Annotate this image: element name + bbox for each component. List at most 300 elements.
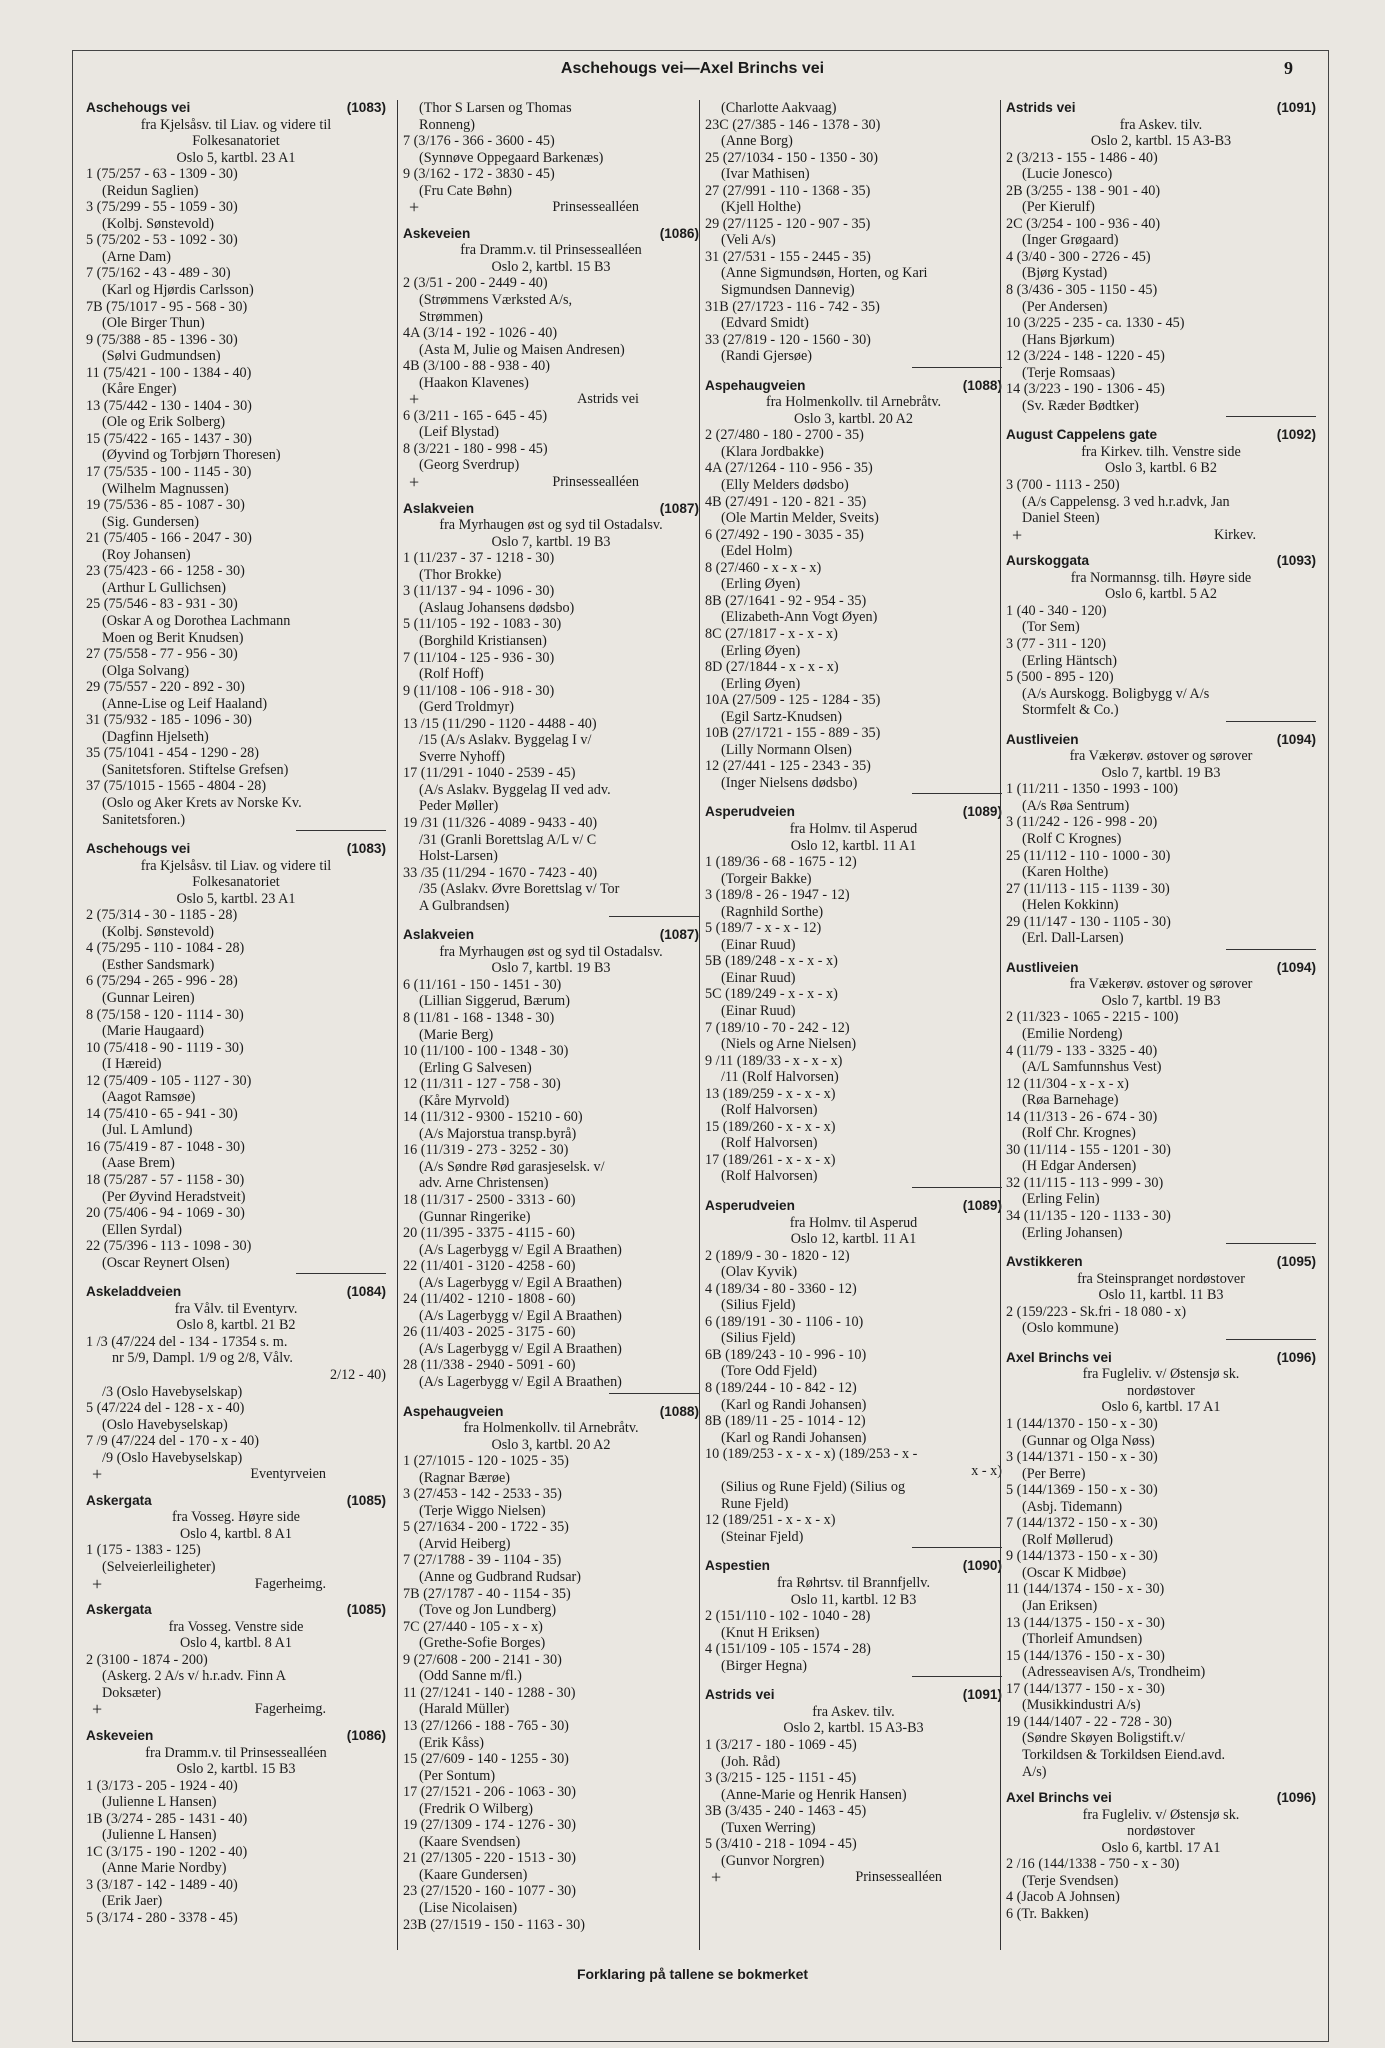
owner-line: (H Edgar Andersen) [1022, 1158, 1137, 1175]
owner-line: (Erik Jaer) [102, 1893, 163, 1910]
owner-line: (Gunnar Ringerike) [419, 1208, 531, 1225]
entry-end-rule [1226, 949, 1316, 950]
owner-line: (Kolbj. Sønstevold) [102, 923, 214, 940]
owner-line: Sigmundsen Dannevig) [721, 282, 855, 299]
owner-line: Sverre Nyhoff) [419, 748, 506, 765]
owner-line: (Bjørg Kystad) [1022, 265, 1108, 282]
crossing-icon: + [92, 1573, 103, 1594]
property-line: 4A (3/14 - 192 - 1026 - 40) [403, 325, 558, 342]
owner-line: Ronneng) [419, 116, 475, 133]
property-line: 3 (77 - 311 - 120) [1006, 635, 1106, 652]
property-line: 12 (11/311 - 127 - 758 - 30) [403, 1076, 561, 1093]
street-description: Oslo 3, kartbl. 6 B2 [1105, 460, 1217, 477]
street-description: Oslo 4, kartbl. 8 A1 [180, 1525, 292, 1542]
owner-line: A/s) [1022, 1763, 1047, 1780]
owner-line: (Silius og Rune Fjeld) (Silius og [721, 1479, 906, 1496]
owner-line: (Karl og Hjørdis Carlsson) [102, 282, 254, 299]
property-line: 8B (27/1641 - 92 - 954 - 35) [705, 592, 867, 609]
property-line: 13 (189/259 - x - x - x) [705, 1085, 836, 1102]
owner-line: (Karl og Randi Johansen) [721, 1429, 867, 1446]
owner-line: (Asta M, Julie og Maisen Andresen) [419, 341, 625, 358]
street-heading [403, 1404, 699, 1421]
owner-line: (Emilie Nordeng) [1022, 1025, 1123, 1042]
property-line: 30 (11/114 - 155 - 1201 - 30) [1006, 1141, 1171, 1158]
street-heading [403, 927, 699, 944]
property-line: 1 (175 - 1383 - 125) [86, 1542, 201, 1559]
property-line: 5C (189/249 - x - x - x) [705, 986, 838, 1003]
street-entry [705, 1687, 1002, 1886]
owner-line: (Erling G Salvesen) [419, 1059, 532, 1076]
owner-line: (Per Andersen) [1022, 298, 1108, 315]
street-entry [86, 1602, 386, 1718]
owner-line: (Helen Kokkinn) [1022, 897, 1119, 914]
property-line: 23C (27/385 - 146 - 1378 - 30) [705, 116, 881, 133]
property-line: 31B (27/1723 - 116 - 742 - 35) [705, 298, 880, 315]
street-description: fra Fugleliv. v/ Østensjø sk. [1082, 1806, 1240, 1823]
owner-line: (Gunnar Leiren) [102, 989, 195, 1006]
entry-end-rule [1226, 416, 1316, 417]
street-description: Oslo 3, kartbl. 20 A2 [793, 410, 913, 427]
property-line: 2 (3100 - 1874 - 200) [86, 1651, 208, 1668]
owner-line: (Marie Berg) [419, 1026, 494, 1043]
owner-line: (A/s Lagerbygg v/ Egil A Braathen) [419, 1274, 622, 1291]
owner-line: (Niels og Arne Nielsen) [721, 1036, 857, 1053]
street-code: (1090) [962, 1558, 1002, 1574]
street-entry [86, 841, 386, 1274]
property-line: 1 (3/217 - 180 - 1069 - 45) [705, 1736, 857, 1753]
owner-line: (Einar Ruud) [721, 1002, 796, 1019]
property-line: 8C (27/1817 - x - x - x) [705, 625, 838, 642]
owner-line: (Charlotte Aakvaag) [721, 100, 837, 116]
street-heading [705, 804, 1002, 821]
street-description: fra Holmenkollv. til Arnebråtv. [463, 1420, 639, 1437]
street-description: fra Dramm.v. til Prinsessealléen [460, 242, 642, 259]
street-name: Askeladdveien [86, 1284, 182, 1300]
property-line: 7 /9 (47/224 del - 170 - x - 40) [86, 1433, 259, 1450]
property-line: 2B (3/255 - 138 - 901 - 40) [1006, 182, 1161, 199]
street-description: fra Fugleliv. v/ Østensjø sk. [1082, 1366, 1240, 1383]
owner-line: (Ellen Syrdal) [102, 1221, 182, 1238]
property-line: 25 (27/1034 - 150 - 1350 - 30) [705, 149, 878, 166]
property-line: 19 /31 (11/326 - 4089 - 9433 - 40) [403, 814, 598, 831]
owner-line: (Georg Sverdrup) [419, 457, 520, 474]
property-line: 27 (75/558 - 77 - 956 - 30) [86, 646, 238, 663]
owner-line: (Edel Holm) [721, 543, 793, 560]
cross-street [86, 1466, 386, 1483]
property-line: 1 (11/237 - 37 - 1218 - 30) [403, 550, 555, 567]
street-description: Oslo 5, kartbl. 23 A1 [176, 149, 296, 166]
property-line: 3 (11/242 - 126 - 998 - 20) [1006, 814, 1158, 831]
property-line: 18 (75/287 - 57 - 1158 - 30) [86, 1172, 245, 1188]
property-line: 1 (75/257 - 63 - 1309 - 30) [86, 166, 238, 183]
property-line: 37 (75/1015 - 1565 - 4804 - 28) [86, 778, 267, 795]
street-entry [1006, 732, 1316, 950]
street-entry [705, 1198, 1002, 1548]
street-description: fra Askev. tilv. [812, 1703, 895, 1720]
street-description: Oslo 7, kartbl. 19 B3 [491, 960, 611, 977]
street-description: fra Myrhaugen øst og syd til Ostadalsv. [439, 517, 663, 534]
owner-line: (A/s Lagerbygg v/ Egil A Braathen) [419, 1307, 622, 1324]
cross-street-name: Fagerheimg. [254, 1575, 326, 1592]
property-line: 16 (11/319 - 273 - 3252 - 30) [403, 1142, 569, 1159]
owner-line: (Steinar Fjeld) [721, 1528, 804, 1545]
owner-line: (A/s Cappelensg. 3 ved h.r.advk, Jan [1022, 493, 1230, 510]
owner-line: (Erik Kåss) [419, 1734, 485, 1751]
street-description: Folkesanatoriet [192, 133, 280, 150]
street-entry [1006, 553, 1316, 721]
property-line: 17 (27/1521 - 206 - 1063 - 30) [403, 1784, 576, 1801]
street-code: (1085) [346, 1602, 386, 1618]
street-heading [86, 1728, 386, 1745]
owner-line: (Anne Borg) [721, 133, 793, 150]
property-line: 17 (75/535 - 100 - 1145 - 30) [86, 464, 252, 481]
property-line: 15 (144/1376 - 150 - x - 30) [1006, 1647, 1165, 1664]
property-line: 10 (3/225 - 235 - ca. 1330 - 45) [1006, 315, 1185, 332]
owner-line: (Lucie Jonesco) [1022, 166, 1113, 183]
owner-line: (Per Berre) [1022, 1465, 1086, 1482]
owner-line: (Tor Sem) [1022, 619, 1080, 636]
property-line: 4 (Jacob A Johnsen) [1006, 1889, 1120, 1906]
street-description: Oslo 6, kartbl. 17 A1 [1101, 1399, 1221, 1416]
property-line: 5 (3/410 - 218 - 1094 - 45) [705, 1836, 857, 1853]
property-line: 1 (11/211 - 1350 - 1993 - 100) [1006, 781, 1178, 798]
owner-line: (Dagfinn Hjelseth) [102, 728, 209, 745]
property-line: 5B (189/248 - x - x - x) [705, 953, 838, 970]
property-line: 9 (144/1373 - 150 - x - 30) [1006, 1548, 1158, 1565]
property-line: 3B (3/435 - 240 - 1463 - 45) [705, 1803, 867, 1820]
property-line: 2 (151/110 - 102 - 1040 - 28) [705, 1608, 871, 1625]
street-entry [86, 1728, 386, 1927]
street-name: Axel Brinchs vei [1006, 1790, 1112, 1806]
street-code: (1095) [1276, 1254, 1316, 1270]
street-name: Aslakveien [403, 500, 475, 516]
property-line: 15 (27/609 - 140 - 1255 - 30) [403, 1751, 569, 1768]
street-name: Austliveien [1006, 959, 1079, 975]
street-description: fra Vålv. til Eventyrv. [174, 1300, 298, 1317]
owner-line: (Odd Sanne m/fl.) [419, 1668, 522, 1685]
owner-line: (Inger Nielsens dødsbo) [721, 774, 858, 791]
owner-line: (Veli A/s) [721, 232, 776, 249]
owner-line: (Haakon Klavenes) [419, 374, 529, 391]
street-name: Askergata [86, 1602, 152, 1618]
owner-line: (Olav Kyvik) [721, 1264, 798, 1281]
street-code: (1088) [962, 377, 1002, 393]
property-line: 19 (144/1407 - 22 - 728 - 30) [1006, 1713, 1172, 1730]
property-line: 10 (75/418 - 90 - 1119 - 30) [86, 1039, 244, 1056]
owner-line: (Øyvind og Torbjørn Thoresen) [102, 447, 281, 464]
property-line: 6 (189/191 - 30 - 1106 - 10) [705, 1313, 864, 1330]
property-line: 7 (144/1372 - 150 - x - 30) [1006, 1515, 1158, 1532]
property-line: 8B (189/11 - 25 - 1014 - 12) [705, 1413, 866, 1430]
property-line: 19 (75/536 - 85 - 1087 - 30) [86, 497, 245, 514]
owner-line: (A/s Aurskogg. Boligbygg v/ A/s [1022, 685, 1210, 702]
street-code: (1087) [659, 500, 699, 516]
owner-line: (Sv. Ræder Bødtker) [1022, 397, 1139, 414]
property-line: 3 (144/1371 - 150 - x - 30) [1006, 1449, 1158, 1466]
street-code: (1094) [1276, 959, 1316, 975]
owner-line: (Anne Sigmundsøn, Horten, og Kari [721, 265, 928, 282]
crossing-icon: + [711, 1867, 722, 1888]
owner-line: (Asbj. Tidemann) [1022, 1498, 1123, 1515]
property-line: x - x) [971, 1462, 1002, 1479]
property-line: 5 (189/7 - x - x - 12) [705, 920, 822, 937]
street-description: Oslo 6, kartbl. 5 A2 [1105, 586, 1217, 603]
owner-line: (Silius Fjeld) [721, 1330, 796, 1347]
street-name: Askeveien [86, 1727, 154, 1743]
street-code: (1091) [962, 1687, 1002, 1703]
street-entry [1006, 427, 1316, 543]
owner-line: (Karl og Randi Johansen) [721, 1396, 867, 1413]
owner-line: (Leif Blystad) [419, 424, 499, 441]
owner-line: (Marie Haugaard) [102, 1023, 205, 1040]
owner-line: (Erling Felin) [1022, 1191, 1100, 1208]
property-line: 7 (189/10 - 70 - 242 - 12) [705, 1019, 850, 1036]
street-description: fra Holmenkollv. til Arnebråtv. [765, 394, 942, 411]
owner-line: (Oslo kommune) [1022, 1320, 1119, 1337]
street-description: Oslo 12, kartbl. 11 A1 [790, 1231, 917, 1248]
street-code: (1088) [659, 1403, 699, 1419]
owner-line: (Anne Marie Nordby) [102, 1860, 227, 1877]
owner-line: (Kåre Enger) [102, 381, 177, 398]
property-line: 2 (159/223 - Sk.fri - 18 080 - x) [1006, 1303, 1187, 1320]
cross-street-name: Prinsessealléen [552, 199, 639, 216]
property-line: 23 (75/423 - 66 - 1258 - 30) [86, 563, 245, 580]
owner-line: (Kåre Myrvold) [419, 1092, 510, 1109]
street-description: Oslo 8, kartbl. 21 B2 [176, 1317, 296, 1334]
owner-line: (Elly Melders dødsbo) [721, 477, 849, 494]
owner-line: (A/s Aslakv. Byggelag II ved adv. [419, 781, 611, 798]
street-heading [705, 1198, 1002, 1215]
owner-line: (Arvid Heiberg) [419, 1535, 511, 1552]
property-line: 1C (3/175 - 190 - 1202 - 40) [86, 1843, 248, 1860]
street-entry [1006, 100, 1316, 417]
owner-line: (Reidun Saglien) [102, 182, 199, 199]
owner-line: /31 (Granli Borettslag A/L v/ C [419, 831, 597, 848]
property-line: 10B (27/1721 - 155 - 889 - 35) [705, 725, 881, 742]
owner-line: adv. Arne Christensen) [419, 1175, 549, 1192]
owner-line: Strømmen) [419, 308, 483, 325]
owner-line: (Rolf Hoff) [419, 666, 484, 683]
street-name: Aspehaugveien [705, 377, 806, 393]
owner-line: /35 (Aslakv. Øvre Borettslag v/ Tor [419, 881, 620, 898]
property-line: 8 (11/81 - 168 - 1348 - 30) [403, 1009, 555, 1026]
street-entry [403, 501, 699, 918]
property-line: 31 (75/932 - 185 - 1096 - 30) [86, 712, 252, 729]
property-line: 17 (189/261 - x - x - x) [705, 1151, 836, 1168]
property-line: 3 (189/8 - 26 - 1947 - 12) [705, 887, 850, 904]
property-line: 9 (27/608 - 200 - 2141 - 30) [403, 1651, 562, 1668]
property-line: 11 (144/1374 - 150 - x - 30) [1006, 1581, 1165, 1598]
owner-line: (Rolf Halvorsen) [721, 1135, 818, 1152]
property-line: 12 (75/409 - 105 - 1127 - 30) [86, 1072, 252, 1089]
owner-line: /3 (Oslo Havebyselskap) [102, 1383, 243, 1400]
street-description: Oslo 7, kartbl. 19 B3 [1101, 764, 1221, 781]
owner-line: A Gulbrandsen) [419, 897, 510, 914]
property-line: 1 /3 (47/224 del - 134 - 17354 s. m. [86, 1333, 288, 1350]
street-entry [403, 226, 699, 491]
street-name: Aurskoggata [1006, 553, 1090, 569]
property-line: 2 /16 (144/1338 - 750 - x - 30) [1006, 1856, 1180, 1873]
street-description: fra Vosseg. Høyre side [172, 1509, 300, 1526]
street-name: Aslakveien [403, 927, 475, 943]
owner-line: (Kolbj. Sønstevold) [102, 215, 214, 232]
street-entry [86, 1284, 386, 1483]
property-line: 2C (3/254 - 100 - 936 - 40) [1006, 215, 1161, 232]
owner-line: (Elizabeth-Ann Vogt Øyen) [721, 609, 878, 626]
entry-end-rule [609, 916, 699, 917]
street-code: (1093) [1276, 553, 1316, 569]
owner-line: (Lillian Siggerud, Bærum) [419, 993, 570, 1010]
property-line: 11 (27/1241 - 140 - 1288 - 30) [403, 1684, 576, 1701]
owner-line: (Sanitetsforen. Stiftelse Grefsen) [102, 761, 289, 778]
street-description: Oslo 11, kartbl. 11 B3 [1098, 1287, 1224, 1304]
owner-line: (Ragnar Bærøe) [419, 1469, 511, 1486]
owner-line: Stormfelt & Co.) [1022, 702, 1119, 719]
property-line: 13 (75/442 - 130 - 1404 - 30) [86, 397, 252, 414]
page-header: Aschehougs vei—Axel Brinchs vei [560, 60, 825, 77]
street-description: Oslo 11, kartbl. 12 B3 [790, 1591, 917, 1608]
property-line: 1 (144/1370 - 150 - x - 30) [1006, 1416, 1158, 1433]
owner-line: (A/s Lagerbygg v/ Egil A Braathen) [419, 1340, 622, 1357]
property-line: 6 (11/161 - 150 - 1451 - 30) [403, 976, 562, 993]
owner-line: (Tove og Jon Lundberg) [419, 1602, 557, 1619]
cross-street [86, 1573, 386, 1594]
street-description: Folkesanatoriet [192, 874, 280, 891]
owner-line: (I Hæreid) [102, 1056, 162, 1073]
owner-line: (A/s Søndre Rød garasjeselsk. v/ [419, 1158, 605, 1175]
entry-end-rule [912, 367, 1002, 368]
owner-line: (Per Øyvind Heradstveit) [102, 1188, 246, 1205]
owner-line: (Einar Ruud) [721, 936, 796, 953]
property-line: 7 (11/104 - 125 - 936 - 30) [403, 649, 555, 666]
property-line: 13 /15 (11/290 - 1120 - 4488 - 40) [403, 715, 597, 732]
entry-end-rule [912, 1547, 1002, 1548]
street-heading [86, 1284, 386, 1301]
owner-line: (Arthur L Gullichsen) [102, 579, 226, 596]
street-entry [403, 927, 699, 1393]
property-line: 4B (3/100 - 88 - 938 - 40) [403, 358, 550, 375]
owner-line: (Tuxen Werring) [721, 1819, 816, 1836]
property-line: 5 (3/174 - 280 - 3378 - 45) [86, 1909, 238, 1926]
street-code: (1086) [346, 1727, 386, 1743]
property-line: 21 (75/405 - 166 - 2047 - 30) [86, 530, 252, 547]
owner-line: (Rolf Halvorsen) [721, 1168, 818, 1185]
street-description: fra Normannsg. tilh. Høyre side [1070, 569, 1252, 586]
property-line: 8 (3/221 - 180 - 998 - 45) [403, 440, 548, 457]
owner-line: /11 (Rolf Halvorsen) [721, 1069, 839, 1086]
owner-line: (Jan Eriksen) [1022, 1598, 1098, 1615]
property-line: 2 (3/51 - 200 - 2449 - 40) [403, 275, 548, 292]
crossing-icon: + [409, 472, 420, 493]
owner-line: (Gerd Troldmyr) [419, 699, 514, 716]
owner-line: (Randi Gjersøe) [721, 348, 813, 365]
property-line: 4 (189/34 - 80 - 3360 - 12) [705, 1280, 857, 1297]
property-line: 6 (Tr. Bakken) [1006, 1905, 1089, 1922]
owner-line: (A/s Lagerbygg v/ Egil A Braathen) [419, 1241, 622, 1258]
street-name: Axel Brinchs vei [1006, 1349, 1112, 1365]
street-code: (1089) [962, 1198, 1002, 1213]
property-line: 33 (27/819 - 120 - 1560 - 30) [705, 331, 871, 348]
street-description: fra Askev. tilv. [1119, 116, 1203, 133]
property-line: 5 (27/1634 - 200 - 1722 - 35) [403, 1519, 569, 1536]
street-entry-continued [705, 100, 1002, 368]
street-description: Oslo 12, kartbl. 11 A1 [790, 837, 917, 854]
street-entry [705, 1558, 1002, 1677]
column-4 [1000, 100, 1316, 1950]
street-code: (1091) [1276, 100, 1316, 115]
street-entry [1006, 1350, 1316, 1780]
owner-line: (Ole og Erik Solberg) [102, 414, 226, 431]
property-line: 7 (75/162 - 43 - 489 - 30) [86, 265, 231, 282]
property-line: 5 (500 - 895 - 120) [1006, 669, 1114, 686]
property-line: 2 (3/213 - 155 - 1486 - 40) [1006, 149, 1158, 166]
property-line: 12 (189/251 - x - x - x) [705, 1512, 836, 1529]
cross-street [1006, 524, 1316, 545]
property-line: 4 (75/295 - 110 - 1084 - 28) [86, 940, 245, 957]
owner-line: (Harald Müller) [419, 1701, 510, 1718]
entry-end-rule [1226, 721, 1316, 722]
property-line: 9 (11/108 - 106 - 918 - 30) [403, 682, 555, 699]
owner-line: Holst-Larsen) [419, 848, 498, 865]
owner-line: Torkildsen & Torkildsen Eiend.avd. [1022, 1746, 1226, 1763]
property-line: 29 (75/557 - 220 - 892 - 30) [86, 679, 245, 696]
street-entry [403, 1404, 699, 1934]
owner-line: Moen og Berit Knudsen) [102, 629, 244, 646]
street-entry [86, 100, 386, 831]
property-line: 4B (27/491 - 120 - 821 - 35) [705, 493, 867, 510]
owner-line: (Julienne L Hansen) [102, 1794, 217, 1811]
property-line: 15 (189/260 - x - x - x) [705, 1118, 836, 1135]
street-description: Oslo 3, kartbl. 20 A2 [491, 1436, 611, 1453]
street-heading [1006, 100, 1316, 117]
property-line: 14 (3/223 - 190 - 1306 - 45) [1006, 381, 1165, 398]
property-line: 15 (75/422 - 165 - 1437 - 30) [86, 430, 252, 447]
owner-line: (Terje Wiggo Nielsen) [419, 1502, 546, 1519]
owner-line: (Arne Dam) [102, 248, 171, 265]
entry-end-rule [609, 1393, 699, 1394]
street-description: fra Vækerøv. østover og sørover [1069, 748, 1253, 765]
owner-line: (Knut H Eriksen) [721, 1624, 820, 1641]
street-heading [1006, 1254, 1316, 1271]
street-heading [705, 1687, 1002, 1704]
street-description: Oslo 2, kartbl. 15 B3 [491, 258, 611, 275]
owner-line: (Anne og Gudbrand Rudsar) [419, 1569, 581, 1586]
street-description: fra Myrhaugen øst og syd til Ostadalsv. [439, 943, 663, 960]
owner-line: (Adresseavisen A/s, Trondheim) [1022, 1664, 1206, 1681]
street-name: Avstikkeren [1006, 1254, 1083, 1270]
street-code: (1083) [346, 100, 386, 115]
entry-end-rule [296, 830, 386, 831]
owner-line: (A/s Røa Sentrum) [1022, 797, 1130, 814]
street-description: Oslo 7, kartbl. 19 B3 [491, 533, 611, 550]
property-line: 33 /35 (11/294 - 1670 - 7423 - 40) [403, 864, 598, 881]
entry-end-rule [912, 793, 1002, 794]
property-line: 20 (75/406 - 94 - 1069 - 30) [86, 1205, 245, 1222]
street-description: fra Kjelsåsv. til Liav. og videre til [140, 857, 332, 874]
property-line: 12 (27/441 - 125 - 2343 - 35) [705, 758, 871, 775]
property-line: 9 (75/388 - 85 - 1396 - 30) [86, 331, 238, 348]
street-entry-continued [403, 100, 699, 216]
owner-line: (Ivar Mathisen) [721, 166, 810, 183]
street-description: Oslo 2, kartbl. 15 A3-B3 [783, 1720, 924, 1737]
property-line: 4 (3/40 - 300 - 2726 - 45) [1006, 248, 1151, 265]
street-description: fra Holmv. til Asperud [789, 820, 918, 837]
street-heading [403, 501, 699, 518]
property-line: 3 (3/187 - 142 - 1489 - 40) [86, 1876, 238, 1893]
street-heading [1006, 960, 1316, 977]
property-line: 11 (75/421 - 100 - 1384 - 40) [86, 364, 252, 381]
owner-line: (Olga Solvang) [102, 662, 190, 679]
